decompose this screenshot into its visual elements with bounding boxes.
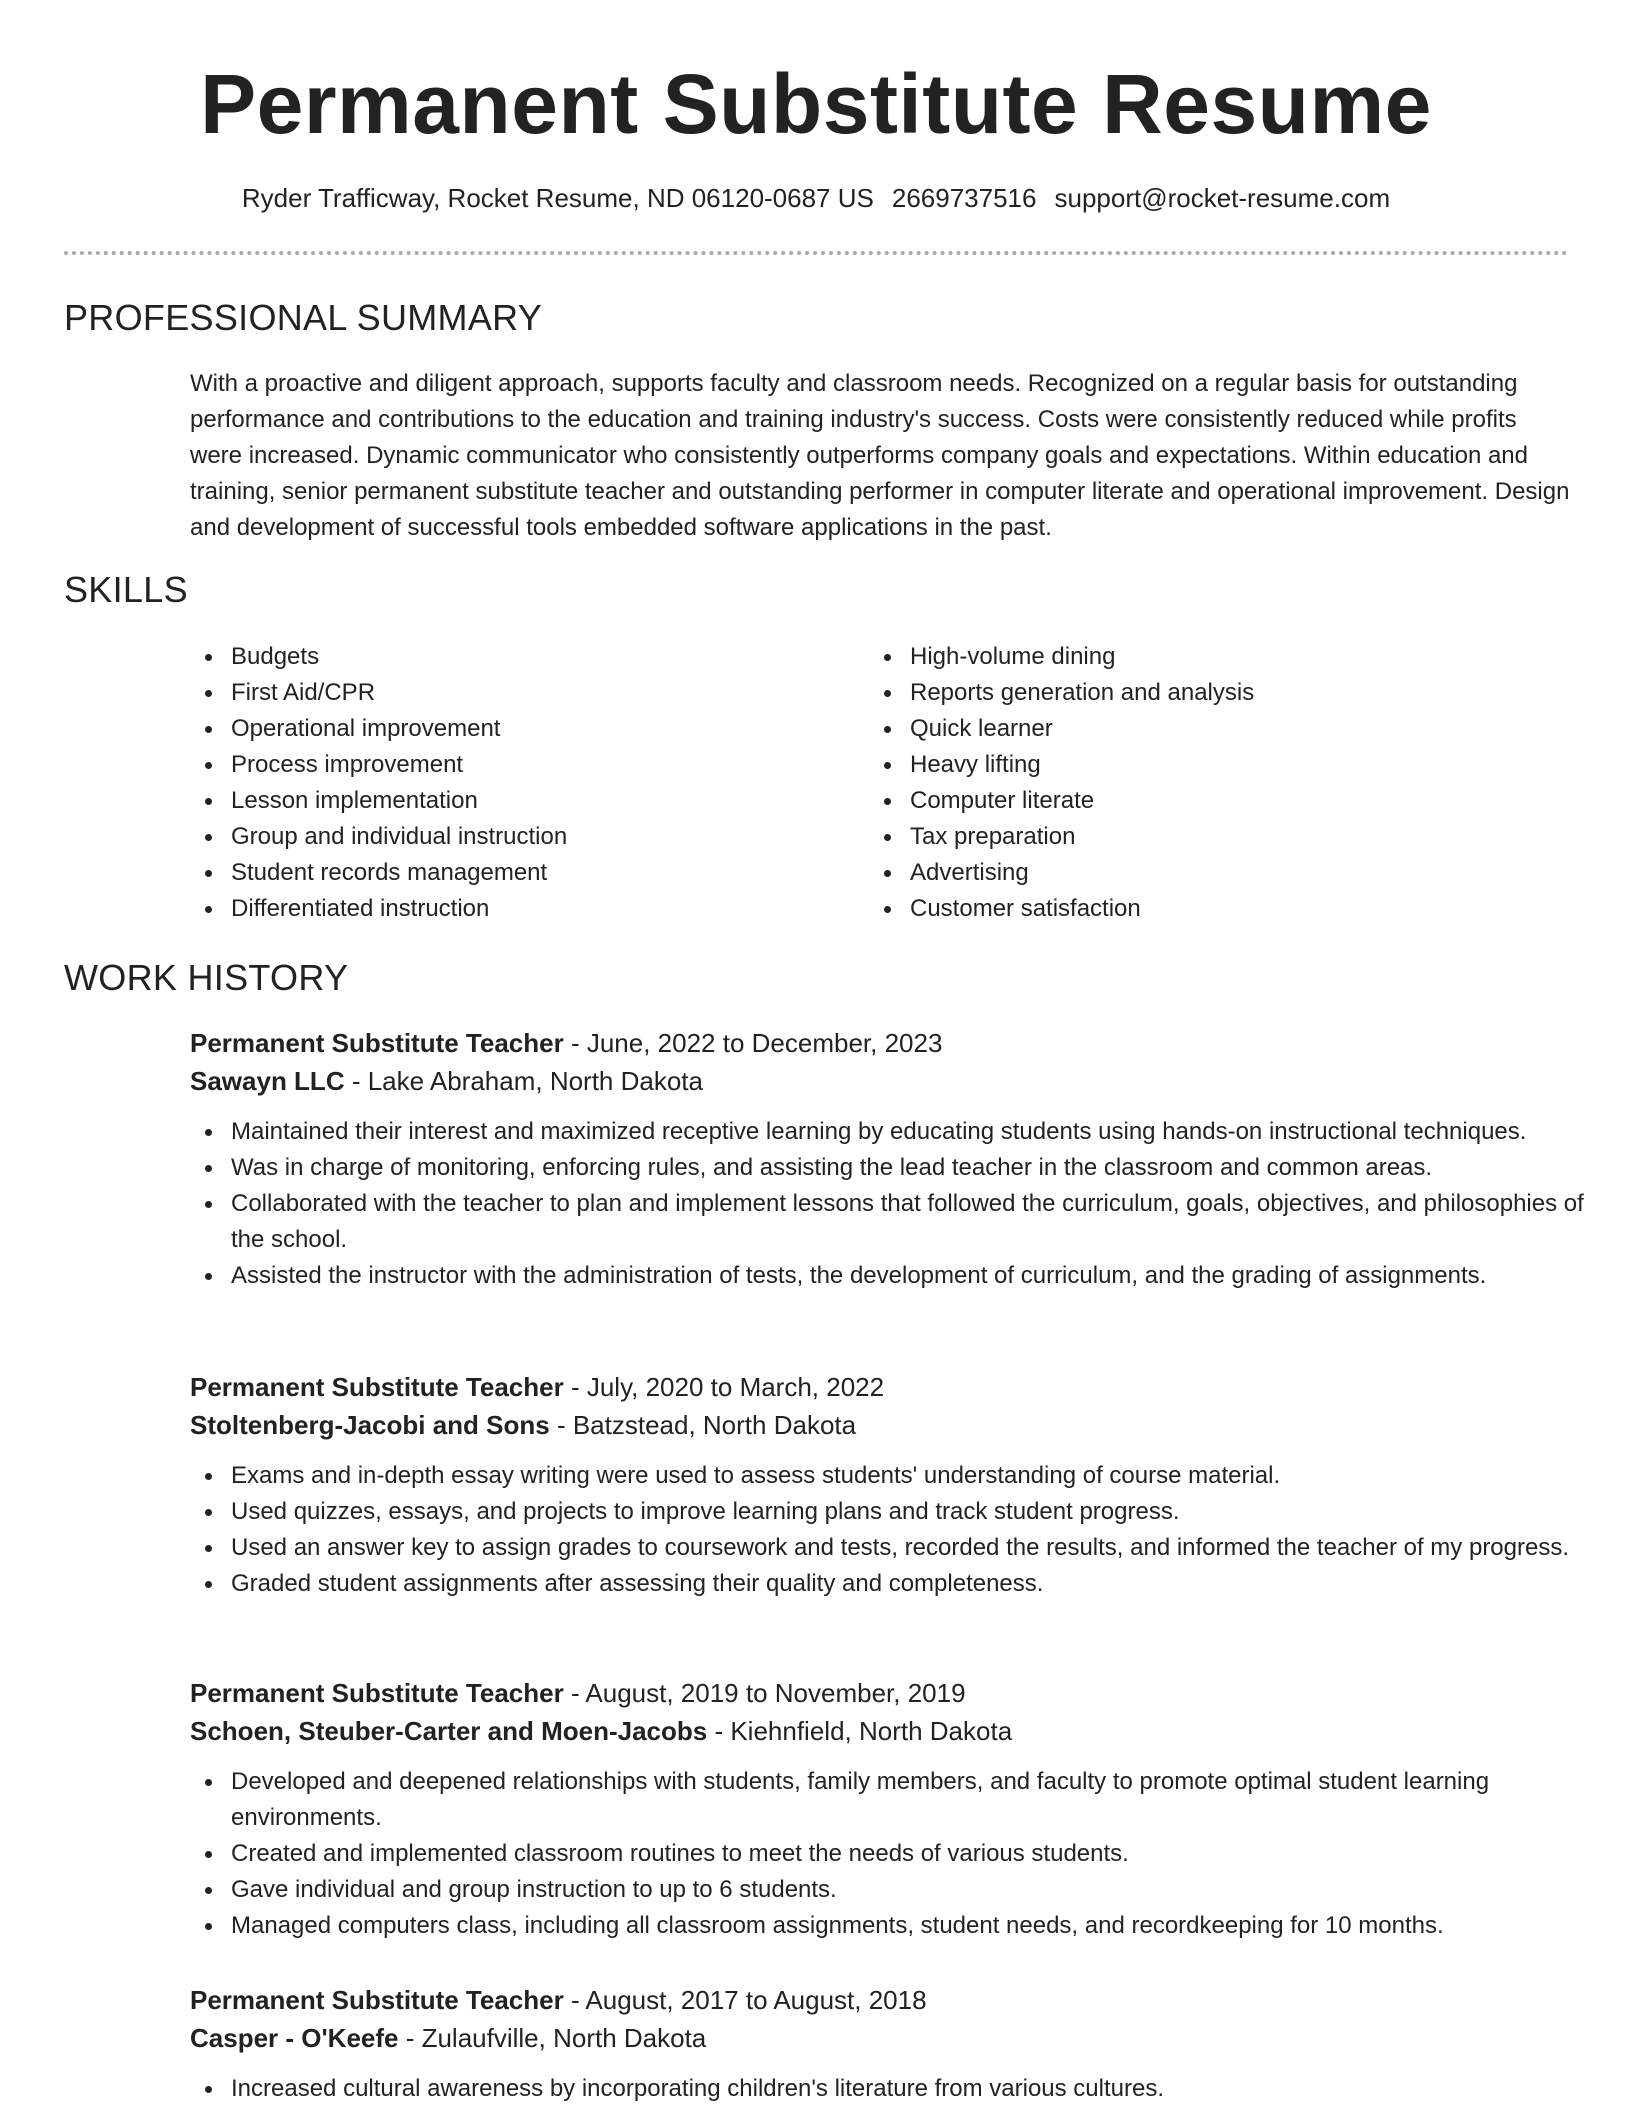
work-heading: WORK HISTORY <box>64 957 349 998</box>
job-company: Stoltenberg-Jacobi and Sons <box>190 1410 550 1440</box>
job-entry <box>190 1981 1590 2107</box>
skill-item: Process improvement <box>187 747 567 783</box>
skill-item: Computer literate <box>866 783 1254 819</box>
job-bullet: Developed and deepened relationships with students, family members, and faculty to promote optimal student learning environments. <box>187 1764 1590 1836</box>
job-location: - Lake Abraham, North Dakota <box>344 1066 703 1096</box>
skill-item: Customer satisfaction <box>866 891 1254 927</box>
job-bullet: Assisted the instructor with the administration of tests, the development of curriculum, and the grading of assignments. <box>187 1258 1590 1294</box>
skill-item: Student records management <box>187 855 567 891</box>
skill-item: Advertising <box>866 855 1254 891</box>
skill-item: Group and individual instruction <box>187 819 567 855</box>
skill-item: Reports generation and analysis <box>866 675 1254 711</box>
contact-email[interactable]: support@rocket-resume.com <box>1054 183 1391 213</box>
job-company: Schoen, Steuber-Carter and Moen-Jacobs <box>190 1716 708 1746</box>
skill-item: Quick learner <box>866 711 1254 747</box>
skills-list-left <box>187 639 567 927</box>
job-bullet: Used an answer key to assign grades to coursework and tests, recorded the results, and informed the teacher of my progress. <box>187 1530 1590 1566</box>
job-company-line <box>190 1406 1590 1444</box>
job-location: - Batzstead, North Dakota <box>549 1410 857 1440</box>
contact-address: Ryder Trafficway, Rocket Resume, ND 06120-0687 US <box>241 183 874 213</box>
summary-heading: PROFESSIONAL SUMMARY <box>64 297 543 338</box>
skill-item: Differentiated instruction <box>187 891 567 927</box>
job-title: Permanent Substitute Teacher <box>190 1372 564 1402</box>
skill-item: First Aid/CPR <box>187 675 567 711</box>
job-bullet: Exams and in-depth essay writing were used to assess students' understanding of course material. <box>187 1458 1590 1494</box>
skill-item: Heavy lifting <box>866 747 1254 783</box>
job-title-line <box>190 1674 1590 1712</box>
job-bullets <box>187 1764 1590 1944</box>
job-company-line <box>190 1712 1590 1750</box>
skill-item: Lesson implementation <box>187 783 567 819</box>
job-company: Sawayn LLC <box>190 1066 345 1096</box>
job-location: - Zulaufville, North Dakota <box>398 2023 707 2053</box>
job-title: Permanent Substitute Teacher <box>190 1985 564 2015</box>
skills-list-right <box>866 639 1254 927</box>
job-bullet: Maintained their interest and maximized receptive learning by educating students using hands-on instructional techniques. <box>187 1114 1590 1150</box>
job-location: - Kiehnfield, North Dakota <box>707 1716 1013 1746</box>
contact-line <box>0 180 1632 216</box>
job-title-line <box>190 1024 1590 1062</box>
skill-item: High-volume dining <box>866 639 1254 675</box>
skills-heading: SKILLS <box>64 569 188 610</box>
job-title-line <box>190 1368 1590 1406</box>
skill-item: Budgets <box>187 639 567 675</box>
job-bullet: Was in charge of monitoring, enforcing rules, and assisting the lead teacher in the classroom and common areas. <box>187 1150 1590 1186</box>
job-title: Permanent Substitute Teacher <box>190 1678 564 1708</box>
job-dates: - August, 2017 to August, 2018 <box>563 1985 927 2015</box>
job-bullet: Gave individual and group instruction to up to 6 students. <box>187 1872 1590 1908</box>
skill-item: Operational improvement <box>187 711 567 747</box>
header-divider <box>64 251 1568 255</box>
job-bullets <box>187 1458 1590 1602</box>
job-company: Casper - O'Keefe <box>190 2023 399 2053</box>
job-bullet: Graded student assignments after assessing their quality and completeness. <box>187 1566 1590 1602</box>
job-bullet: Increased cultural awareness by incorporating children's literature from various cultures. <box>187 2071 1590 2107</box>
job-bullets <box>187 2071 1590 2107</box>
job-company-line <box>190 1062 1590 1100</box>
job-dates: - June, 2022 to December, 2023 <box>563 1028 943 1058</box>
job-entry <box>190 1024 1590 1294</box>
job-bullet: Used quizzes, essays, and projects to improve learning plans and track student progress. <box>187 1494 1590 1530</box>
job-bullets <box>187 1114 1590 1294</box>
job-company-line <box>190 2019 1590 2057</box>
job-entry <box>190 1368 1590 1602</box>
job-bullet: Created and implemented classroom routines to meet the needs of various students. <box>187 1836 1590 1872</box>
skill-item: Tax preparation <box>866 819 1254 855</box>
job-title-line <box>190 1981 1590 2019</box>
summary-text: With a proactive and diligent approach, supports faculty and classroom needs. Recognized on a regular basis for outstanding performance and contributions to the education and training industry's success. Costs were consistently reduced while profits were increased. Dynamic communicator who consistently outperforms company goals and expectations. Within education and training, senior permanent substitute teacher and outstanding performer in computer literate and operational improvement. Design and development of successful tools embedded software applications in the past. <box>190 370 1570 541</box>
job-dates: - August, 2019 to November, 2019 <box>563 1678 966 1708</box>
job-bullet: Collaborated with the teacher to plan and implement lessons that followed the curriculum, goals, objectives, and philosophies of the school. <box>187 1186 1590 1258</box>
resume-title: Permanent Substitute Resume <box>200 57 1432 151</box>
contact-phone: 2669737516 <box>891 183 1037 213</box>
job-title: Permanent Substitute Teacher <box>190 1028 564 1058</box>
job-entry <box>190 1674 1590 1944</box>
job-dates: - July, 2020 to March, 2022 <box>563 1372 885 1402</box>
job-bullet: Managed computers class, including all classroom assignments, student needs, and recordkeeping for 10 months. <box>187 1908 1590 1944</box>
